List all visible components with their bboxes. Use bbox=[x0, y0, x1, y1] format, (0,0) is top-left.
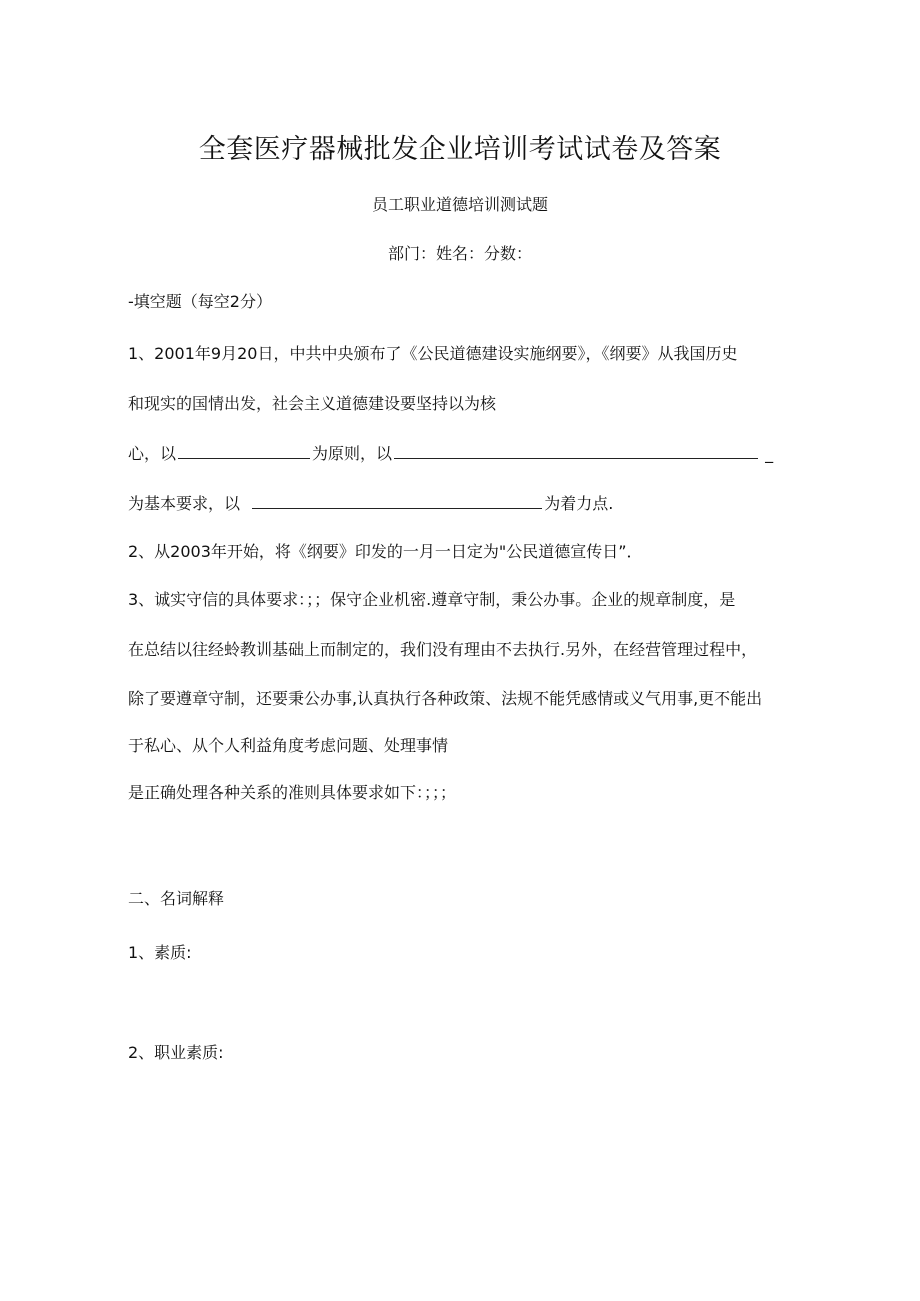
definition-item-1: 1、素质: bbox=[128, 943, 192, 962]
question3-line3: 除了要遵章守制，还要秉公办事,认真执行各种政策、法规不能凭感情或义气用事,更不能出 bbox=[128, 689, 763, 708]
fill-blank-1[interactable] bbox=[178, 444, 310, 459]
question1-line3-part-c: _ bbox=[765, 444, 774, 463]
question3-line4: 于私心、从个人利益角度考虑问题、处理事情 bbox=[128, 736, 449, 755]
question2: 2、从2003年开始，将《纲要》印发的一月一日定为"公民道德宣传日”． bbox=[128, 542, 643, 561]
question3-line2: 在总结以往经蛉教训基础上而制定的，我们没有理由不去执行.另外，在经营管理过程中， bbox=[128, 640, 758, 659]
question1-line1: 1、2001年9月20日，中共中央颁布了《公民道德建设实施纲要》，《纲要》从我国历史 bbox=[128, 344, 738, 363]
document-title: 全套医疗器械批发企业培训考试试卷及答案 bbox=[198, 134, 722, 165]
fill-blank-3[interactable] bbox=[252, 494, 542, 509]
section1-heading: -填空题（每空2分） bbox=[128, 292, 272, 311]
question3-line5: 是正确处理各种关系的准则具体要求如下：；；； bbox=[128, 783, 457, 802]
header-fields: 部门：姓名：分数： bbox=[387, 244, 532, 263]
question1-line3-part-b: 为原则，以 bbox=[312, 444, 393, 463]
document-subtitle: 员工职业道德培训测试题 bbox=[371, 195, 548, 214]
definition-item-2: 2、职业素质: bbox=[128, 1043, 224, 1062]
question1-line4 bbox=[128, 491, 613, 514]
question1-line4-part-a: 为基本要求，以 bbox=[128, 494, 241, 513]
question1-line4-part-b: 为着力点. bbox=[544, 494, 614, 513]
question1-line3-part-a: 心，以 bbox=[128, 444, 177, 463]
question1-line3 bbox=[128, 441, 773, 464]
fill-blank-2[interactable] bbox=[394, 444, 758, 459]
section2-heading: 二、名词解释 bbox=[128, 889, 225, 908]
question1-line2: 和现实的国情出发，社会主义道德建设要坚持以为核 bbox=[128, 394, 497, 413]
question3-line1: 3、诚实守信的具体要求：；；保守企业机密.遵章守制，秉公办事。企业的规章制度，是 bbox=[128, 590, 736, 609]
